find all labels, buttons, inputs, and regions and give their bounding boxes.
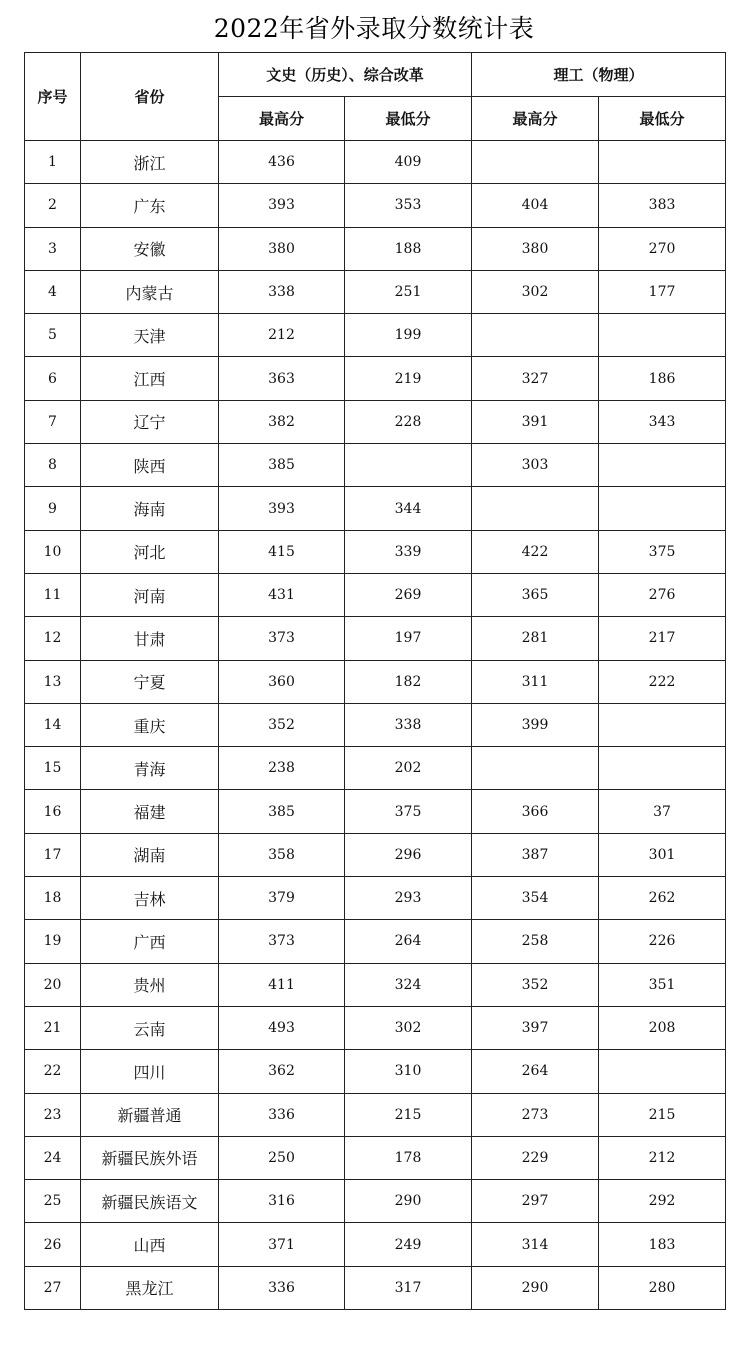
cell-science-min: 177 xyxy=(599,270,726,313)
cell-index: 22 xyxy=(25,1050,81,1093)
cell-science-min: 383 xyxy=(599,184,726,227)
cell-arts-max: 393 xyxy=(219,487,345,530)
cell-science-max xyxy=(472,314,599,357)
table-row xyxy=(25,184,726,227)
cell-science-min xyxy=(599,703,726,746)
cell-science-max: 397 xyxy=(472,1006,599,1049)
cell-science-min xyxy=(599,141,726,184)
cell-province: 河南 xyxy=(81,573,219,616)
cell-arts-max: 250 xyxy=(219,1136,345,1179)
cell-arts-max: 362 xyxy=(219,1050,345,1093)
cell-science-max: 422 xyxy=(472,530,599,573)
cell-science-min: 186 xyxy=(599,357,726,400)
cell-science-min: 212 xyxy=(599,1136,726,1179)
cell-arts-max: 431 xyxy=(219,573,345,616)
table-row xyxy=(25,1266,726,1309)
table-row xyxy=(25,573,726,616)
cell-province: 青海 xyxy=(81,747,219,790)
cell-science-max: 290 xyxy=(472,1266,599,1309)
cell-arts-max: 380 xyxy=(219,227,345,270)
table-row xyxy=(25,1006,726,1049)
cell-arts-min: 293 xyxy=(345,877,472,920)
cell-index: 20 xyxy=(25,963,81,1006)
cell-arts-max: 379 xyxy=(219,877,345,920)
header-science-min: 最低分 xyxy=(599,97,726,141)
cell-index: 9 xyxy=(25,487,81,530)
cell-science-min: 351 xyxy=(599,963,726,1006)
cell-science-min: 276 xyxy=(599,573,726,616)
cell-science-max: 387 xyxy=(472,833,599,876)
cell-science-max: 327 xyxy=(472,357,599,400)
cell-arts-min: 202 xyxy=(345,747,472,790)
table-row xyxy=(25,747,726,790)
cell-arts-min: 338 xyxy=(345,703,472,746)
cell-index: 4 xyxy=(25,270,81,313)
table-row xyxy=(25,1223,726,1266)
cell-science-max: 264 xyxy=(472,1050,599,1093)
cell-arts-max: 385 xyxy=(219,444,345,487)
cell-index: 1 xyxy=(25,141,81,184)
cell-index: 7 xyxy=(25,400,81,443)
cell-index: 6 xyxy=(25,357,81,400)
cell-arts-max: 338 xyxy=(219,270,345,313)
cell-arts-max: 373 xyxy=(219,617,345,660)
cell-index: 3 xyxy=(25,227,81,270)
cell-science-min: 301 xyxy=(599,833,726,876)
header-province: 省份 xyxy=(81,53,219,141)
cell-index: 26 xyxy=(25,1223,81,1266)
cell-science-max: 303 xyxy=(472,444,599,487)
cell-province: 甘肃 xyxy=(81,617,219,660)
table-row xyxy=(25,703,726,746)
cell-arts-min: 182 xyxy=(345,660,472,703)
cell-science-max: 302 xyxy=(472,270,599,313)
cell-science-max: 352 xyxy=(472,963,599,1006)
cell-index: 25 xyxy=(25,1180,81,1223)
cell-science-max: 281 xyxy=(472,617,599,660)
cell-science-max: 404 xyxy=(472,184,599,227)
cell-science-min: 262 xyxy=(599,877,726,920)
cell-province: 山西 xyxy=(81,1223,219,1266)
cell-arts-max: 360 xyxy=(219,660,345,703)
cell-index: 2 xyxy=(25,184,81,227)
cell-science-max: 380 xyxy=(472,227,599,270)
cell-index: 21 xyxy=(25,1006,81,1049)
cell-province: 重庆 xyxy=(81,703,219,746)
cell-index: 16 xyxy=(25,790,81,833)
cell-science-max: 311 xyxy=(472,660,599,703)
cell-province: 浙江 xyxy=(81,141,219,184)
cell-arts-min: 249 xyxy=(345,1223,472,1266)
table-row xyxy=(25,963,726,1006)
cell-province: 四川 xyxy=(81,1050,219,1093)
cell-arts-max: 371 xyxy=(219,1223,345,1266)
cell-arts-min: 264 xyxy=(345,920,472,963)
cell-province: 新疆民族语文 xyxy=(81,1180,219,1223)
cell-arts-max: 393 xyxy=(219,184,345,227)
cell-index: 15 xyxy=(25,747,81,790)
cell-arts-max: 358 xyxy=(219,833,345,876)
cell-arts-max: 411 xyxy=(219,963,345,1006)
page-title: 2022年省外录取分数统计表 xyxy=(213,14,535,43)
cell-arts-min: 296 xyxy=(345,833,472,876)
cell-science-max: 297 xyxy=(472,1180,599,1223)
header-index: 序号 xyxy=(25,53,81,141)
table-row xyxy=(25,270,726,313)
cell-science-min: 226 xyxy=(599,920,726,963)
table-body xyxy=(25,141,726,1310)
header-row-1 xyxy=(25,53,726,97)
cell-science-max: 399 xyxy=(472,703,599,746)
cell-arts-min: 317 xyxy=(345,1266,472,1309)
cell-index: 13 xyxy=(25,660,81,703)
header-arts-min: 最低分 xyxy=(345,97,472,141)
cell-arts-min: 178 xyxy=(345,1136,472,1179)
cell-province: 广西 xyxy=(81,920,219,963)
cell-arts-min: 310 xyxy=(345,1050,472,1093)
table-row xyxy=(25,487,726,530)
cell-province: 贵州 xyxy=(81,963,219,1006)
cell-arts-max: 363 xyxy=(219,357,345,400)
table-row xyxy=(25,530,726,573)
cell-province: 云南 xyxy=(81,1006,219,1049)
cell-science-max: 366 xyxy=(472,790,599,833)
cell-province: 海南 xyxy=(81,487,219,530)
table-row xyxy=(25,400,726,443)
cell-arts-max: 352 xyxy=(219,703,345,746)
cell-arts-max: 385 xyxy=(219,790,345,833)
cell-arts-max: 212 xyxy=(219,314,345,357)
header-arts-max: 最高分 xyxy=(219,97,345,141)
cell-province: 安徽 xyxy=(81,227,219,270)
cell-arts-min: 215 xyxy=(345,1093,472,1136)
cell-province: 黑龙江 xyxy=(81,1266,219,1309)
cell-arts-max: 415 xyxy=(219,530,345,573)
cell-science-min xyxy=(599,1050,726,1093)
cell-province: 江西 xyxy=(81,357,219,400)
cell-province: 宁夏 xyxy=(81,660,219,703)
cell-index: 23 xyxy=(25,1093,81,1136)
cell-arts-min: 199 xyxy=(345,314,472,357)
cell-province: 辽宁 xyxy=(81,400,219,443)
header-group-arts: 文史（历史）、综合改革 xyxy=(219,53,472,97)
cell-index: 8 xyxy=(25,444,81,487)
cell-arts-min: 302 xyxy=(345,1006,472,1049)
cell-science-max: 314 xyxy=(472,1223,599,1266)
cell-science-min: 343 xyxy=(599,400,726,443)
cell-index: 10 xyxy=(25,530,81,573)
cell-index: 24 xyxy=(25,1136,81,1179)
table-row xyxy=(25,141,726,184)
cell-arts-min: 344 xyxy=(345,487,472,530)
table-row xyxy=(25,920,726,963)
cell-index: 14 xyxy=(25,703,81,746)
cell-arts-max: 436 xyxy=(219,141,345,184)
cell-arts-max: 382 xyxy=(219,400,345,443)
table-row xyxy=(25,1093,726,1136)
cell-province: 新疆民族外语 xyxy=(81,1136,219,1179)
table-row xyxy=(25,833,726,876)
cell-science-max: 391 xyxy=(472,400,599,443)
table-row xyxy=(25,357,726,400)
table-row xyxy=(25,790,726,833)
cell-arts-min: 353 xyxy=(345,184,472,227)
cell-science-max: 354 xyxy=(472,877,599,920)
cell-index: 17 xyxy=(25,833,81,876)
cell-science-max: 229 xyxy=(472,1136,599,1179)
table-row xyxy=(25,1136,726,1179)
cell-science-max xyxy=(472,141,599,184)
cell-province: 吉林 xyxy=(81,877,219,920)
table-header xyxy=(25,53,726,141)
table-row xyxy=(25,617,726,660)
cell-arts-max: 373 xyxy=(219,920,345,963)
cell-province: 湖南 xyxy=(81,833,219,876)
cell-science-min: 208 xyxy=(599,1006,726,1049)
cell-science-min: 270 xyxy=(599,227,726,270)
cell-province: 陕西 xyxy=(81,444,219,487)
cell-science-max: 258 xyxy=(472,920,599,963)
score-table xyxy=(24,52,726,1310)
cell-science-min xyxy=(599,487,726,530)
cell-arts-min: 197 xyxy=(345,617,472,660)
cell-arts-max: 493 xyxy=(219,1006,345,1049)
cell-province: 福建 xyxy=(81,790,219,833)
cell-index: 11 xyxy=(25,573,81,616)
cell-science-max: 365 xyxy=(472,573,599,616)
cell-science-min: 215 xyxy=(599,1093,726,1136)
cell-arts-max: 238 xyxy=(219,747,345,790)
table-row xyxy=(25,1050,726,1093)
cell-science-min: 183 xyxy=(599,1223,726,1266)
cell-arts-max: 336 xyxy=(219,1093,345,1136)
cell-province: 天津 xyxy=(81,314,219,357)
cell-arts-min: 409 xyxy=(345,141,472,184)
cell-arts-min: 290 xyxy=(345,1180,472,1223)
cell-index: 12 xyxy=(25,617,81,660)
cell-arts-min: 375 xyxy=(345,790,472,833)
cell-arts-min: 188 xyxy=(345,227,472,270)
cell-index: 27 xyxy=(25,1266,81,1309)
table-row xyxy=(25,660,726,703)
cell-index: 5 xyxy=(25,314,81,357)
cell-arts-max: 316 xyxy=(219,1180,345,1223)
cell-arts-min: 251 xyxy=(345,270,472,313)
cell-arts-min: 219 xyxy=(345,357,472,400)
table-row xyxy=(25,314,726,357)
cell-province: 河北 xyxy=(81,530,219,573)
cell-arts-max: 336 xyxy=(219,1266,345,1309)
cell-science-min xyxy=(599,747,726,790)
header-science-max: 最高分 xyxy=(472,97,599,141)
cell-index: 18 xyxy=(25,877,81,920)
cell-science-min xyxy=(599,444,726,487)
cell-province: 广东 xyxy=(81,184,219,227)
table-row xyxy=(25,227,726,270)
header-group-science: 理工（物理） xyxy=(472,53,726,97)
cell-science-min xyxy=(599,314,726,357)
cell-science-min: 217 xyxy=(599,617,726,660)
cell-arts-min xyxy=(345,444,472,487)
table-row xyxy=(25,877,726,920)
cell-province: 新疆普通 xyxy=(81,1093,219,1136)
cell-arts-min: 324 xyxy=(345,963,472,1006)
cell-science-min: 37 xyxy=(599,790,726,833)
cell-arts-min: 339 xyxy=(345,530,472,573)
cell-science-min: 280 xyxy=(599,1266,726,1309)
cell-arts-min: 269 xyxy=(345,573,472,616)
cell-science-min: 292 xyxy=(599,1180,726,1223)
cell-science-min: 375 xyxy=(599,530,726,573)
cell-science-max: 273 xyxy=(472,1093,599,1136)
cell-province: 内蒙古 xyxy=(81,270,219,313)
table-row xyxy=(25,444,726,487)
cell-science-max xyxy=(472,747,599,790)
table-row xyxy=(25,1180,726,1223)
cell-science-min: 222 xyxy=(599,660,726,703)
cell-science-max xyxy=(472,487,599,530)
cell-arts-min: 228 xyxy=(345,400,472,443)
cell-index: 19 xyxy=(25,920,81,963)
